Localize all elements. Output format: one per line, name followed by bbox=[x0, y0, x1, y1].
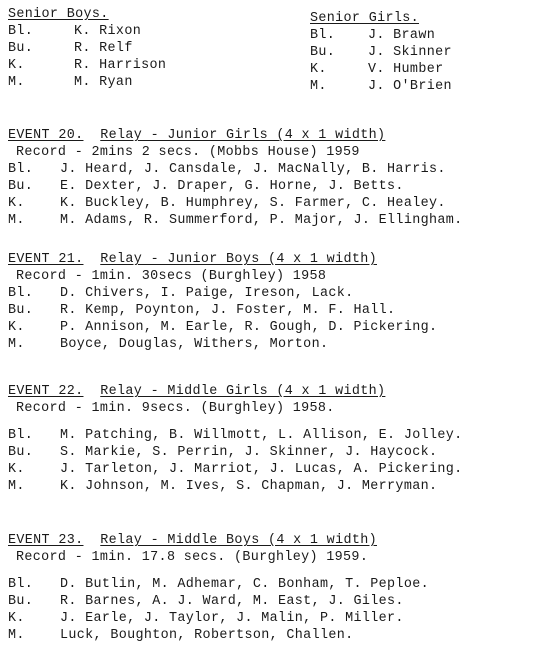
senior-girls-row bbox=[310, 44, 452, 61]
spacer bbox=[8, 566, 548, 576]
event-heading bbox=[8, 383, 548, 400]
team-members: P. Annison, M. Earle, R. Gough, D. Pickering. bbox=[60, 320, 438, 335]
house-code: Bu. bbox=[310, 45, 336, 60]
house-code: M. bbox=[8, 75, 25, 90]
senior-boys-section bbox=[8, 6, 166, 91]
senior-girls-row bbox=[310, 78, 452, 95]
house-code: K. bbox=[8, 611, 25, 626]
team-members: K. Buckley, B. Humphrey, S. Farmer, C. Healey. bbox=[60, 196, 446, 211]
senior-boys-row bbox=[8, 23, 166, 40]
athlete-name: V. Humber bbox=[368, 62, 444, 77]
house-code: Bu. bbox=[8, 179, 34, 194]
team-members: E. Dexter, J. Draper, G. Horne, J. Betts. bbox=[60, 179, 404, 194]
senior-boys-title: Senior Boys. bbox=[8, 7, 109, 22]
event-record: Record - 2mins 2 secs. (Mobbs House) 1959 bbox=[16, 145, 360, 160]
event-number: EVENT 22. bbox=[8, 384, 84, 399]
house-code: Bl. bbox=[8, 428, 34, 443]
house-code: M. bbox=[8, 628, 25, 643]
team-members: S. Markie, S. Perrin, J. Skinner, J. Haycock. bbox=[60, 445, 438, 460]
team-members: K. Johnson, M. Ives, S. Chapman, J. Merryman. bbox=[60, 479, 438, 494]
team-row bbox=[8, 195, 548, 212]
house-code: M. bbox=[8, 479, 25, 494]
team-members: M. Adams, R. Summerford, P. Major, J. Ellingham. bbox=[60, 213, 463, 228]
athlete-name: R. Relf bbox=[74, 41, 133, 56]
athlete-name: J. Brawn bbox=[368, 28, 436, 43]
house-code: M. bbox=[310, 79, 327, 94]
event-21 bbox=[8, 251, 548, 353]
house-code: M. bbox=[8, 337, 25, 352]
team-members: Luck, Boughton, Robertson, Challen. bbox=[60, 628, 354, 643]
team-members: R. Barnes, A. J. Ward, M. East, J. Giles. bbox=[60, 594, 404, 609]
house-code: K. bbox=[310, 62, 327, 77]
event-heading bbox=[8, 251, 548, 268]
team-row bbox=[8, 610, 548, 627]
athlete-name: M. Ryan bbox=[74, 75, 133, 90]
event-record: Record - 1min. 30secs (Burghley) 1958 bbox=[16, 269, 327, 284]
house-code: Bl. bbox=[310, 28, 336, 43]
senior-boys-row bbox=[8, 57, 166, 74]
team-row bbox=[8, 161, 548, 178]
house-code: Bu. bbox=[8, 594, 34, 609]
house-code: Bl. bbox=[8, 24, 34, 39]
team-row bbox=[8, 576, 548, 593]
senior-girls-row bbox=[310, 61, 452, 78]
house-code: Bu. bbox=[8, 41, 34, 56]
team-members: J. Heard, J. Cansdale, J. MacNally, B. Harris. bbox=[60, 162, 446, 177]
house-code: Bu. bbox=[8, 445, 34, 460]
house-code: M. bbox=[8, 213, 25, 228]
event-record: Record - 1min. 17.8 secs. (Burghley) 1959. bbox=[16, 550, 369, 565]
team-members: D. Butlin, M. Adhemar, C. Bonham, T. Peploe. bbox=[60, 577, 429, 592]
team-row bbox=[8, 461, 548, 478]
senior-girls-row bbox=[310, 27, 452, 44]
senior-girls-title: Senior Girls. bbox=[310, 11, 420, 26]
team-row bbox=[8, 593, 548, 610]
house-code: Bl. bbox=[8, 577, 34, 592]
team-row bbox=[8, 285, 548, 302]
event-22 bbox=[8, 383, 548, 495]
team-members: Boyce, Douglas, Withers, Morton. bbox=[60, 337, 329, 352]
team-row bbox=[8, 212, 548, 229]
team-members: M. Patching, B. Willmott, L. Allison, E. Jolley. bbox=[60, 428, 463, 443]
event-name: Relay - Middle Girls (4 x 1 width) bbox=[100, 384, 386, 399]
house-code: K. bbox=[8, 196, 25, 211]
house-code: Bl. bbox=[8, 162, 34, 177]
team-members: J. Earle, J. Taylor, J. Malin, P. Miller. bbox=[60, 611, 404, 626]
team-row bbox=[8, 302, 548, 319]
event-heading bbox=[8, 532, 548, 549]
event-23 bbox=[8, 532, 548, 644]
event-number: EVENT 23. bbox=[8, 533, 84, 548]
event-number: EVENT 21. bbox=[8, 252, 84, 267]
house-code: K. bbox=[8, 320, 25, 335]
event-name: Relay - Junior Girls (4 x 1 width) bbox=[100, 128, 386, 143]
house-code: K. bbox=[8, 462, 25, 477]
team-row bbox=[8, 336, 548, 353]
team-members: J. Tarleton, J. Marriot, J. Lucas, A. Pickering. bbox=[60, 462, 463, 477]
team-row bbox=[8, 444, 548, 461]
house-code: K. bbox=[8, 58, 25, 73]
senior-girls-section bbox=[310, 10, 452, 95]
event-number: EVENT 20. bbox=[8, 128, 84, 143]
athlete-name: R. Harrison bbox=[74, 58, 167, 73]
event-heading bbox=[8, 127, 548, 144]
team-row bbox=[8, 319, 548, 336]
spacer bbox=[8, 417, 548, 427]
senior-boys-row bbox=[8, 74, 166, 91]
team-row bbox=[8, 478, 548, 495]
senior-boys-row bbox=[8, 40, 166, 57]
event-name: Relay - Junior Boys (4 x 1 width) bbox=[100, 252, 377, 267]
athlete-name: K. Rixon bbox=[74, 24, 142, 39]
athlete-name: J. O'Brien bbox=[368, 79, 452, 94]
event-20 bbox=[8, 127, 548, 229]
team-row bbox=[8, 427, 548, 444]
event-record: Record - 1min. 9secs. (Burghley) 1958. bbox=[16, 401, 335, 416]
team-members: R. Kemp, Poynton, J. Foster, M. F. Hall. bbox=[60, 303, 396, 318]
athlete-name: J. Skinner bbox=[368, 45, 452, 60]
house-code: Bu. bbox=[8, 303, 34, 318]
event-name: Relay - Middle Boys (4 x 1 width) bbox=[100, 533, 377, 548]
team-row bbox=[8, 627, 548, 644]
team-row bbox=[8, 178, 548, 195]
team-members: D. Chivers, I. Paige, Ireson, Lack. bbox=[60, 286, 354, 301]
house-code: Bl. bbox=[8, 286, 34, 301]
